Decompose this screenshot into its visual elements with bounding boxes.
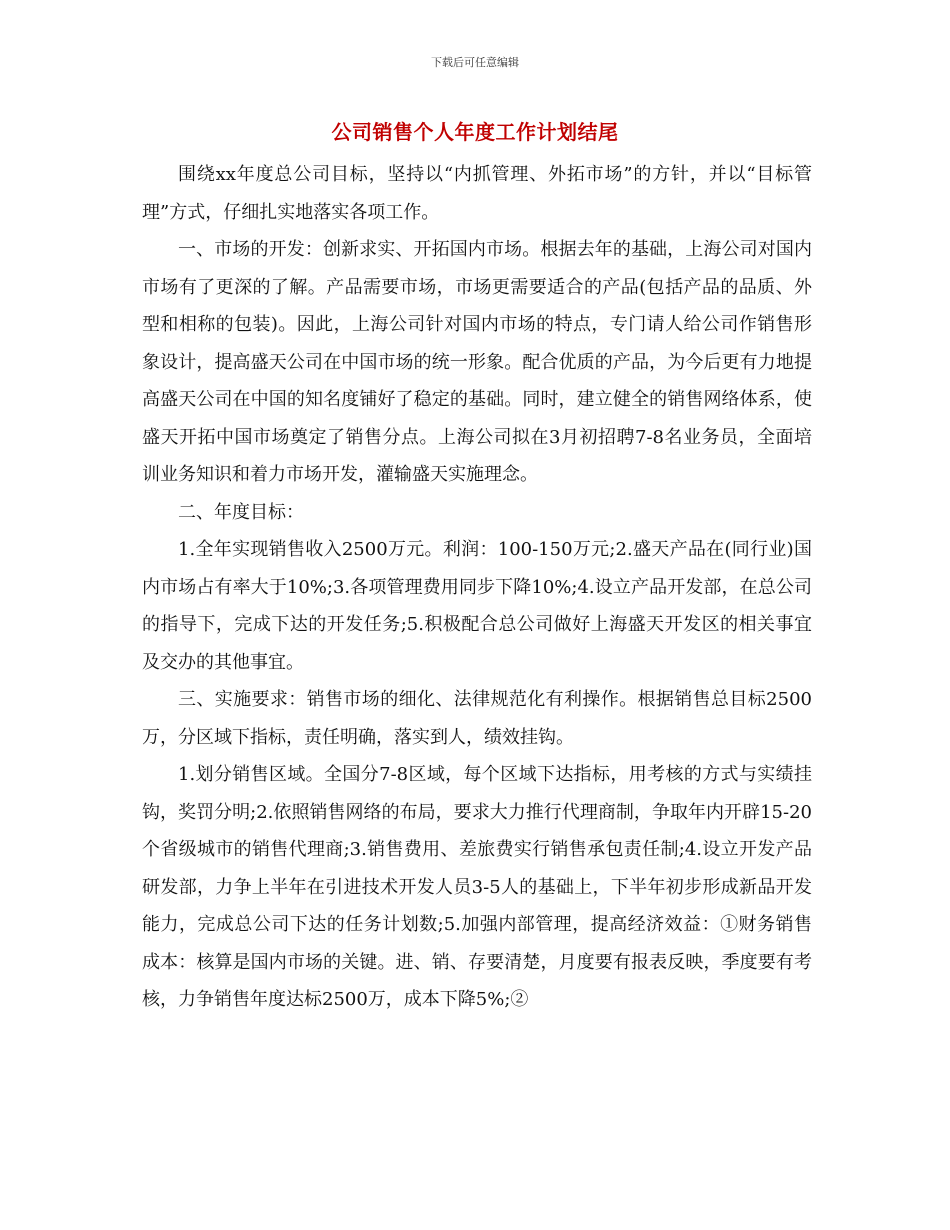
- paragraph-annual-goals-heading: 二、年度目标：: [178, 501, 304, 523]
- paragraph-implementation-requirements: 三、实施要求：销售市场的细化、法律规范化有利操作。根据销售总目标2500万，分区域下指标，责任明确，落实到人，绩效挂钩。: [142, 689, 812, 748]
- header-note: 下载后可任意编辑: [431, 56, 519, 69]
- document-title: 公司销售个人年度工作计划结尾: [331, 120, 619, 144]
- paragraph-sales-regions: 1.划分销售区域。全国分7-8区域，每个区域下达指标，用考核的方式与实绩挂钩，奖罚分明;2.依照销售网络的布局，要求大力推行代理商制，争取年内开辟15-20个省级城市的销售代理商;3.销售费用、差旅费实行销售承包责任制;4.设立开发产品研发部，力争上半年在引进技术开发人员3-5人的基础上，下半年初步形成新品开发能力，完成总公司下达的任务计划数;5.加强内部管理，提高经济效益：①财务销售成本：核算是国内市场的关键。进、销、存要清楚，月度要有报表反映，季度要有考核，力争销售年度达标2500万，成本下降5%;②: [142, 764, 812, 1010]
- paragraph-market-development: 一、市场的开发：创新求实、开拓国内市场。根据去年的基础，上海公司对国内市场有了更深的了解。产品需要市场，市场更需要适合的产品(包括产品的品质、外型和相称的包装)。因此，上海公司针对国内市场的特点，专门请人给公司作销售形象设计，提高盛天公司在中国市场的统一形象。配合优质的产品，为今后更有力地提高盛天公司在中国的知名度铺好了稳定的基础。同时，建立健全的销售网络体系，使盛天开拓中国市场奠定了销售分点。上海公司拟在3月初招聘7-8名业务员，全面培训业务知识和着力市场开发，灌输盛天实施理念。: [142, 239, 812, 485]
- paragraph-annual-goals: 1.全年实现销售收入2500万元。利润：100-150万元;2.盛天产品在(同行业)国内市场占有率大于10%;3.各项管理费用同步下降10%;4.设立产品开发部，在总公司的指导下，完成下达的开发任务;5.积极配合总公司做好上海盛天开发区的相关事宜及交办的其他事宜。: [142, 539, 812, 673]
- paragraph-intro: 围绕xx年度总公司目标，坚持以“内抓管理、外拓市场”的方针，并以“目标管理”方式，仔细扎实地落实各项工作。: [142, 164, 812, 223]
- document-body: [142, 156, 812, 1019]
